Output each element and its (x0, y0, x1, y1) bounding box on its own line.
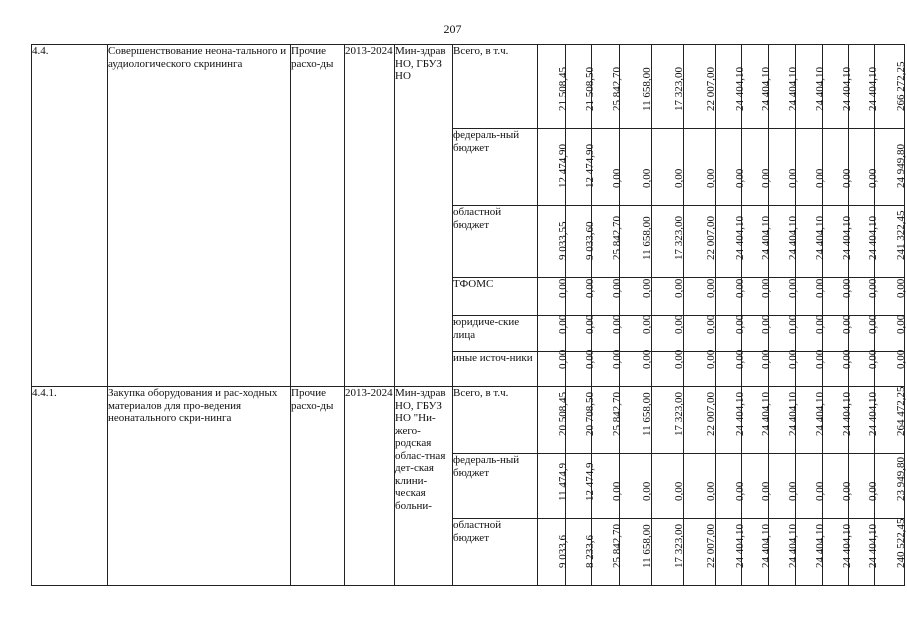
amount-cell (849, 45, 879, 129)
amount-value: 0,00 (583, 314, 596, 334)
amount-cell (620, 454, 652, 519)
amount-value: 9 033,60 (583, 221, 596, 260)
amount-cell (592, 454, 623, 519)
amount-value: 0,00 (610, 278, 623, 298)
amount-cell (684, 206, 716, 278)
amount-cell (769, 129, 799, 206)
amount-value: 17 323,00 (672, 67, 685, 111)
amount-value: 0,00 (787, 314, 799, 334)
amount-cell (769, 454, 799, 519)
amount-value: 24 404,10 (814, 67, 826, 111)
amount-value: 11 474,9 (556, 462, 569, 501)
amount-cell (684, 349, 717, 387)
amount-value: 0,00 (733, 349, 746, 369)
amount-value: 21 508,45 (556, 67, 569, 111)
amount-cell (849, 349, 879, 387)
amount-value: 0,00 (840, 168, 853, 188)
amount-value: 9 033,55 (556, 221, 569, 260)
amount-value: 24 404,10 (814, 524, 826, 568)
amount-value: 0,00 (787, 349, 799, 369)
amount-value: 0,00 (866, 168, 879, 188)
total-cell (875, 278, 905, 316)
amount-value: 24 404,10 (787, 67, 799, 111)
amount-cell (716, 519, 746, 586)
amount-cell (652, 454, 684, 519)
amount-value: 24 404,10 (840, 392, 853, 436)
measure-name: Совершенствование неона-тального и аудиологического скрининга (108, 45, 291, 387)
amount-value: 17 323,00 (672, 524, 685, 568)
amount-value: 24 404,10 (733, 392, 746, 436)
amount-cell (566, 349, 596, 387)
amount-cell (652, 278, 684, 316)
amount-value: 0,00 (787, 278, 799, 298)
amount-value: 0,00 (866, 314, 879, 334)
amount-cell (566, 387, 596, 454)
amount-cell (823, 519, 853, 586)
amount-cell (684, 454, 716, 519)
amount-cell (684, 387, 716, 454)
amount-cell (796, 519, 826, 586)
funding-source: Всего, в т.ч. (453, 45, 538, 129)
budget-table (31, 44, 905, 586)
amount-value: 24 404,10 (760, 524, 772, 568)
amount-cell (566, 454, 596, 519)
amount-value: 264 472,25 (894, 386, 907, 436)
page-number: 207 (443, 22, 462, 36)
amount-value: 0,00 (704, 168, 717, 188)
amount-cell (538, 387, 569, 454)
amount-cell (796, 45, 826, 129)
amount-cell (716, 129, 746, 206)
amount-value: 24 404,10 (866, 67, 879, 111)
amount-cell (684, 129, 716, 206)
amount-cell (849, 387, 879, 454)
amount-cell (823, 45, 853, 129)
funding-source: иные источ-ники (453, 352, 538, 387)
table-row (32, 387, 905, 454)
amount-cell (538, 519, 569, 586)
amount-value: 0,00 (610, 349, 623, 369)
amount-value: 266 272,25 (894, 61, 907, 111)
amount-cell (620, 129, 652, 206)
amount-value: 24 404,10 (814, 392, 826, 436)
amount-cell (620, 349, 653, 387)
amount-cell (652, 129, 684, 206)
amount-value: 0,00 (640, 481, 653, 501)
amount-value: 24 404,10 (733, 524, 746, 568)
amount-value: 24 404,10 (733, 67, 746, 111)
total-cell (875, 519, 905, 586)
amount-cell (769, 314, 799, 352)
amount-cell (592, 129, 623, 206)
amount-value: 24 404,10 (840, 67, 853, 111)
amount-cell (849, 129, 879, 206)
amount-cell (849, 519, 879, 586)
amount-cell (823, 387, 853, 454)
amount-value: 0,00 (640, 349, 653, 369)
amount-value: 0,00 (610, 481, 623, 501)
amount-value: 0,00 (672, 349, 685, 369)
amount-cell (849, 206, 879, 278)
period: 2013-2024 (345, 387, 395, 586)
amount-cell (742, 454, 772, 519)
amount-cell (620, 387, 652, 454)
amount-cell (849, 314, 879, 352)
amount-cell (592, 349, 623, 387)
amount-value: 0,00 (672, 278, 685, 298)
total-cell (875, 454, 905, 519)
amount-value: 25 842,70 (610, 216, 623, 260)
amount-value: 22 007,00 (704, 392, 717, 436)
amount-value: 0,00 (672, 481, 685, 501)
amount-value: 0,00 (787, 481, 799, 501)
amount-value: 0,00 (733, 314, 746, 334)
funding-source: областной бюджет (453, 519, 538, 586)
amount-cell (769, 519, 799, 586)
amount-value: 241 322,45 (894, 210, 907, 260)
amount-cell (796, 278, 826, 316)
amount-cell (769, 206, 799, 278)
amount-cell (769, 278, 799, 316)
amount-value: 24 404,10 (787, 524, 799, 568)
funding-source: федераль-ный бюджет (453, 454, 538, 519)
amount-cell (684, 519, 716, 586)
amount-value: 12 474,9 (583, 462, 596, 501)
amount-cell (796, 387, 826, 454)
amount-value: 0,00 (610, 314, 623, 334)
amount-cell (592, 314, 623, 352)
amount-value: 0,00 (814, 349, 826, 369)
amount-cell (538, 278, 569, 316)
amount-cell (620, 278, 652, 316)
measure-name: Закупка оборудования и рас-ходных материалов для про-ведения неонатального скри-нинга (108, 387, 291, 586)
amount-value: 24 404,10 (840, 216, 853, 260)
amount-cell (769, 387, 799, 454)
amount-value: 0,00 (704, 314, 717, 334)
amount-cell (592, 206, 623, 278)
amount-cell (796, 206, 826, 278)
amount-value: 0,00 (733, 168, 746, 188)
funding-source: ТФОМС (453, 278, 538, 316)
amount-cell (742, 519, 772, 586)
amount-value: 24 404,10 (840, 524, 853, 568)
amount-cell (684, 278, 716, 316)
amount-cell (652, 387, 684, 454)
amount-cell (823, 314, 853, 352)
amount-cell (796, 349, 826, 387)
amount-cell (620, 45, 652, 129)
amount-value: 0,00 (556, 349, 569, 369)
amount-value: 0,00 (840, 314, 853, 334)
total-cell (875, 206, 905, 278)
amount-cell (652, 316, 684, 352)
expense-type: Прочие расхо-ды (291, 45, 345, 387)
row-code: 4.4.1. (32, 387, 108, 586)
amount-value: 0,00 (556, 314, 569, 334)
amount-cell (849, 278, 879, 316)
amount-value: 0,00 (733, 481, 746, 501)
amount-cell (652, 519, 684, 586)
amount-value: 24 404,10 (866, 392, 879, 436)
amount-value: 0,00 (733, 278, 746, 298)
amount-cell (742, 45, 772, 129)
amount-cell (716, 45, 746, 129)
amount-cell (566, 278, 596, 316)
amount-value: 0,00 (866, 481, 879, 501)
amount-cell (742, 314, 772, 352)
amount-value: 0,00 (760, 278, 772, 298)
amount-cell (592, 519, 623, 586)
amount-value: 22 007,00 (704, 216, 717, 260)
amount-value: 11 658,00 (640, 524, 653, 568)
funding-source: юридиче-ские лица (453, 316, 538, 352)
amount-cell (592, 387, 623, 454)
amount-value: 17 323,00 (672, 216, 685, 260)
amount-cell (716, 206, 746, 278)
amount-cell (538, 206, 569, 278)
amount-value: 0,00 (704, 349, 717, 369)
amount-value: 20 508,45 (556, 392, 569, 436)
amount-cell (538, 349, 569, 387)
amount-value: 0,00 (704, 278, 717, 298)
amount-value: 24 404,10 (787, 392, 799, 436)
amount-cell (742, 349, 772, 387)
executor: Мин-здрав НО, ГБУЗ НО (395, 45, 453, 387)
amount-value: 0,00 (640, 278, 653, 298)
amount-value: 0,00 (866, 349, 879, 369)
funding-source: Всего, в т.ч. (453, 387, 538, 454)
total-cell (875, 129, 905, 206)
amount-value: 22 007,00 (704, 67, 717, 111)
total-cell (875, 349, 907, 387)
amount-cell (620, 519, 652, 586)
amount-cell (566, 45, 596, 129)
amount-value: 0,00 (814, 481, 826, 501)
total-cell (875, 316, 905, 352)
amount-value: 24 404,10 (866, 524, 879, 568)
row-code: 4.4. (32, 45, 108, 387)
amount-cell (684, 45, 716, 129)
expense-type: Прочие расхо-ды (291, 387, 345, 586)
amount-value: 24 949,80 (894, 144, 907, 188)
amount-cell (823, 454, 853, 519)
amount-value: 0,00 (760, 349, 772, 369)
amount-cell (823, 206, 853, 278)
amount-value: 0,00 (640, 314, 653, 334)
amount-value: 11 658,00 (640, 216, 653, 260)
amount-value: 0,00 (760, 314, 772, 334)
amount-value: 0,00 (760, 481, 772, 501)
total-cell (875, 387, 905, 454)
amount-value: 11 658,00 (640, 67, 653, 111)
amount-cell (652, 349, 685, 387)
amount-value: 25 842,70 (610, 524, 623, 568)
amount-value: 24 404,10 (760, 216, 772, 260)
amount-cell (716, 314, 746, 352)
amount-value: 240 522,45 (894, 518, 907, 568)
amount-value: 9 033,6 (556, 535, 569, 568)
amount-cell (742, 206, 772, 278)
amount-value: 12 474,90 (583, 144, 596, 188)
amount-cell (716, 387, 746, 454)
amount-value: 24 404,10 (787, 216, 799, 260)
amount-cell (742, 278, 772, 316)
amount-value: 24 404,10 (814, 216, 826, 260)
amount-value: 8 233,6 (583, 535, 596, 568)
amount-cell (849, 454, 879, 519)
amount-value: 0,00 (787, 168, 799, 188)
amount-value: 21 508,50 (583, 67, 596, 111)
amount-value: 0,00 (704, 481, 717, 501)
amount-cell (742, 387, 772, 454)
amount-value: 24 404,10 (760, 67, 772, 111)
amount-cell (538, 454, 569, 519)
amount-cell (716, 349, 746, 387)
amount-value: 0,00 (894, 349, 907, 369)
amount-cell (566, 206, 596, 278)
amount-cell (652, 45, 684, 129)
period: 2013-2024 (345, 45, 395, 387)
amount-value: 24 404,10 (760, 392, 772, 436)
amount-value: 22 007,00 (704, 524, 717, 568)
amount-value: 0,00 (866, 278, 879, 298)
amount-cell (796, 129, 826, 206)
amount-value: 17 323,00 (672, 392, 685, 436)
amount-cell (538, 45, 569, 129)
amount-value: 0,00 (672, 168, 685, 188)
amount-cell (592, 278, 623, 316)
amount-cell (769, 349, 799, 387)
executor: Мин-здрав НО, ГБУЗ НО "Ни-жего-родская облас-тная дет-ская клини-ческая больни- (395, 387, 453, 586)
amount-value: 0,00 (894, 278, 907, 298)
amount-value: 25 842,70 (610, 67, 623, 111)
amount-value: 0,00 (760, 168, 772, 188)
amount-cell (652, 206, 684, 278)
funding-source: федераль-ный бюджет (453, 129, 538, 206)
amount-value: 24 404,10 (866, 216, 879, 260)
funding-source: областной бюджет (453, 206, 538, 278)
amount-value: 0,00 (556, 278, 569, 298)
amount-cell (538, 314, 569, 352)
amount-cell (592, 45, 623, 129)
table-row (32, 45, 905, 129)
amount-cell (796, 454, 826, 519)
amount-value: 0,00 (814, 314, 826, 334)
amount-value: 11 658,00 (640, 392, 653, 436)
amount-value: 25 842,70 (610, 392, 623, 436)
amount-cell (716, 454, 746, 519)
amount-value: 0,00 (840, 278, 853, 298)
amount-cell (620, 206, 652, 278)
amount-cell (566, 129, 596, 206)
amount-value: 0,00 (672, 314, 685, 334)
amount-value: 0,00 (814, 168, 826, 188)
amount-value: 20 708,50 (583, 392, 596, 436)
amount-value: 0,00 (583, 278, 596, 298)
amount-value: 0,00 (894, 314, 907, 334)
amount-value: 24 404,10 (733, 216, 746, 260)
amount-cell (769, 45, 799, 129)
amount-value: 0,00 (840, 481, 853, 501)
amount-value: 0,00 (814, 278, 826, 298)
amount-cell (823, 278, 853, 316)
amount-cell (684, 316, 716, 352)
amount-value: 0,00 (640, 168, 653, 188)
amount-value: 0,00 (610, 168, 623, 188)
amount-value: 0,00 (840, 349, 853, 369)
amount-cell (796, 314, 826, 352)
amount-cell (823, 349, 853, 387)
amount-cell (742, 129, 772, 206)
amount-value: 12 474,90 (556, 144, 569, 188)
amount-cell (538, 129, 569, 206)
amount-cell (620, 316, 652, 352)
amount-cell (566, 519, 596, 586)
amount-value: 0,00 (583, 349, 596, 369)
amount-cell (716, 278, 746, 316)
total-cell (875, 45, 905, 129)
amount-value: 23 949,80 (894, 457, 907, 501)
amount-cell (566, 314, 596, 352)
amount-cell (823, 129, 853, 206)
